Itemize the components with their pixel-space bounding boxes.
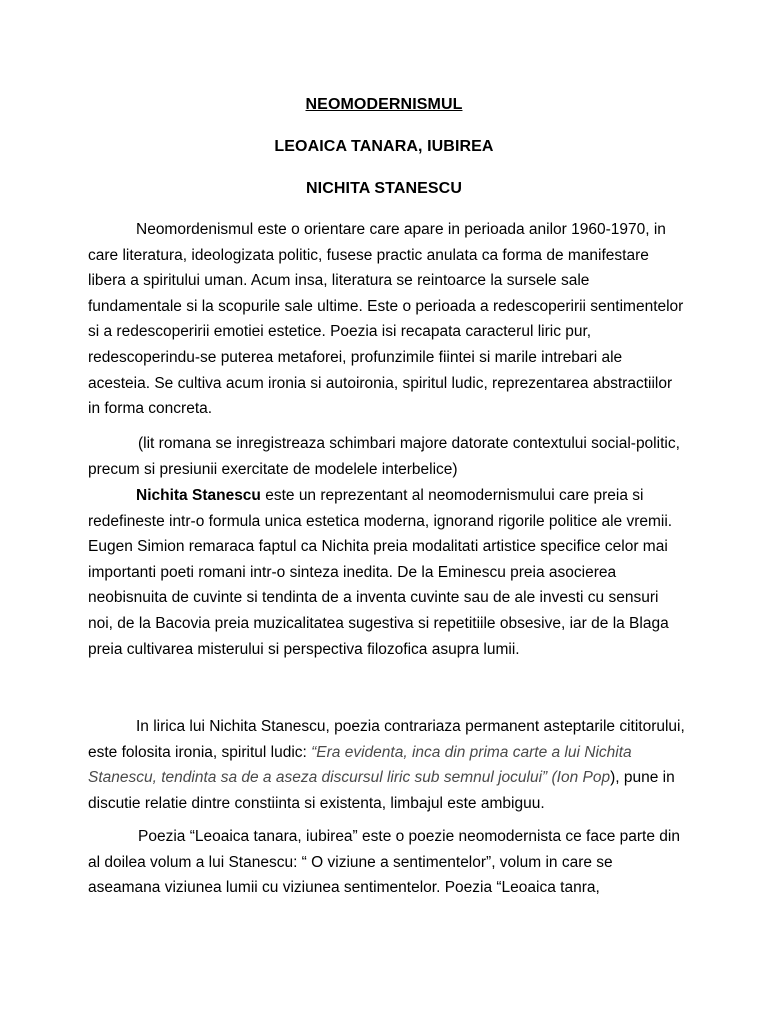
paragraph-lirica-start: In lirica lui Nichita Stanescu, poezia contrariaza permanent asteptarile cititorului, este folosita ironia, spiritul ludic: [88, 718, 685, 761]
paragraph-note: (lit romana se inregistreaza schimbari majore datorate contextului social-politic, precum si presiunii exercitate de modelele interbelice) [88, 435, 680, 478]
poem-title: LEOAICA TANARA, IUBIREA [274, 138, 494, 155]
author-name-bold: Nichita Stanescu [136, 487, 261, 504]
paragraph-lirica-end: ), pune in discutie relatie dintre constiinta si existenta, limbajul este ambiguu. [88, 769, 675, 812]
citation-quote: “Era evidenta, inca din prima carte a lui Nichita Stanescu, tendinta sa de a aseza discursul liric sub semnul jocului” (Ion Pop [88, 743, 632, 787]
paragraph-stanescu-text: este un reprezentant al neomodernismului care preia si redefineste intr-o formula unica estetica moderna, ignorand rigorile politice ale vremii. Eugen Simion remaraca faptul ca Nichita preia modalitati artistice specifice celor mai importanti poeti romani intr-o sinteza inedita. De la Eminescu preia asocierea neobisnuita de cuvinte si tendinta de a inventa cuvinte sau de ale investi cu sensuri noi, de la Bacovia preia muzicalitatea sugestiva si repetitiile obsesive, iar de la Blaga preia cultivarea misterului si perspectiva filozofica asupra lumii. [88, 487, 673, 658]
paragraph-lirica [88, 714, 686, 816]
paragraph-intro: Neomordenismul este o orientare care apare in perioada anilor 1960-1970, in care literatura, ideologizata politic, fusese practic anulata ca forma de manifestare libera a spiritului uman. Acum insa, literatura se reintoarce la sursele sale fundamentale si la scopurile sale ultime. Este o perioada a redescoperirii sentimentelor si a redescoperirii emotiei estetice. Poezia isi recapata caracterul liric pur, redescoperindu-se puterea metaforei, profunzimile fiintei si marile intrebari ale acesteia. Se cultiva acum ironia si autoironia, spiritul ludic, reprezentarea abstractiilor in forma concreta. [88, 221, 684, 418]
document-title: NEOMODERNISMUL [305, 96, 463, 113]
paragraph-poezia: Poezia “Leoaica tanara, iubirea” este o poezie neomodernista ce face parte din al doilea volum a lui Stanescu: “ O viziune a sentimentelor”, volum in care se aseamana viziunea lumii cu viziunea sentimentelor. Poezia “Leoaica tanra, [88, 828, 680, 897]
paragraph-stanescu [88, 483, 686, 662]
author-name: NICHITA STANESCU [306, 180, 462, 197]
